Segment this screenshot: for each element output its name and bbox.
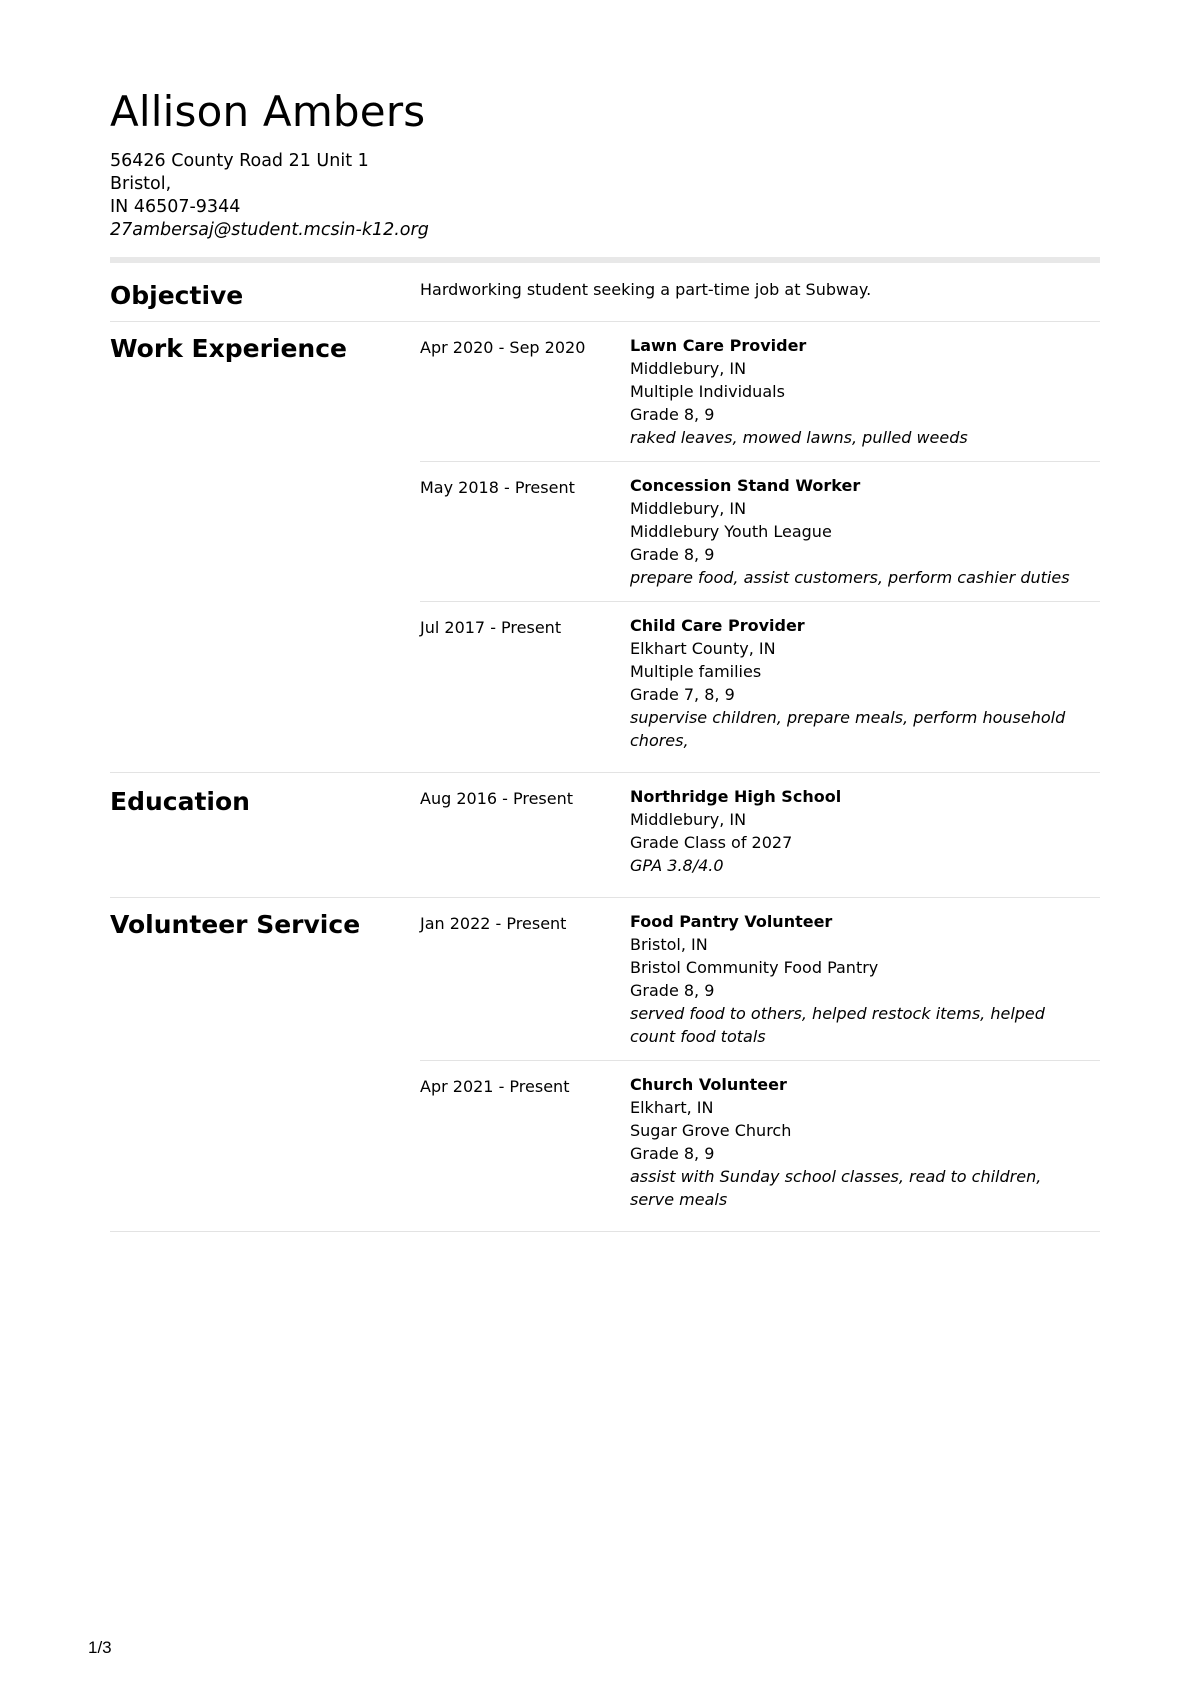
entry-grade: Grade 8, 9 — [630, 1144, 715, 1163]
section-title-work-experience: Work Experience — [110, 334, 347, 363]
volunteer-entry — [420, 898, 1100, 1061]
objective-text: Hardworking student seeking a part-time job at Subway. — [420, 280, 872, 299]
entry-location: Middlebury, IN — [630, 359, 747, 378]
work-experience-section — [110, 322, 1100, 773]
page-number: 1/3 — [88, 1638, 112, 1657]
work-entries — [420, 322, 1100, 772]
entry-location: Elkhart County, IN — [630, 639, 776, 658]
entry-description: raked leaves, mowed lawns, pulled weeds — [630, 428, 968, 447]
work-entry — [420, 602, 1100, 772]
entry-grade: Grade 7, 8, 9 — [630, 685, 735, 704]
section-title-volunteer-service: Volunteer Service — [110, 910, 361, 939]
entry-date: Aug 2016 - Present — [420, 789, 574, 808]
entry-title: Food Pantry Volunteer — [630, 912, 833, 931]
entry-title: Child Care Provider — [630, 616, 805, 635]
entry-date: Jul 2017 - Present — [420, 618, 562, 637]
entry-detail — [630, 773, 1100, 897]
work-entry — [420, 322, 1100, 462]
contact-block — [110, 150, 1100, 242]
education-section — [110, 773, 1100, 898]
entry-date: Apr 2020 - Sep 2020 — [420, 338, 586, 357]
entry-detail — [630, 462, 1100, 601]
entry-description: served food to others, helped restock items, helped count food totals — [630, 1004, 1045, 1046]
entry-gpa: GPA 3.8/4.0 — [630, 856, 724, 875]
entry-date: Jan 2022 - Present — [420, 914, 567, 933]
entry-description: supervise children, prepare meals, perform household chores, — [630, 708, 1066, 750]
entry-grade: Grade 8, 9 — [630, 545, 715, 564]
objective-section — [110, 263, 1100, 322]
entry-organization: Sugar Grove Church — [630, 1121, 792, 1140]
section-title-objective: Objective — [110, 281, 244, 310]
entry-date: Apr 2021 - Present — [420, 1077, 570, 1096]
entry-date: May 2018 - Present — [420, 478, 575, 497]
entry-grade: Grade Class of 2027 — [630, 833, 793, 852]
entry-title: Northridge High School — [630, 787, 842, 806]
entry-location: Middlebury, IN — [630, 499, 747, 518]
entry-detail — [630, 898, 1100, 1060]
address-line-1: 56426 County Road 21 Unit 1 — [110, 151, 369, 171]
entry-grade: Grade 8, 9 — [630, 405, 715, 424]
entry-organization: Multiple Individuals — [630, 382, 785, 401]
volunteer-section — [110, 898, 1100, 1232]
entry-location: Bristol, IN — [630, 935, 708, 954]
entry-title: Lawn Care Provider — [630, 336, 807, 355]
education-entries — [420, 773, 1100, 897]
volunteer-entry — [420, 1061, 1100, 1231]
entry-description: assist with Sunday school classes, read to children, serve meals — [630, 1167, 1042, 1209]
entry-detail — [630, 322, 1100, 461]
entry-detail — [630, 602, 1100, 772]
resume-page — [110, 0, 1100, 1232]
entry-description: prepare food, assist customers, perform cashier duties — [630, 568, 1070, 587]
entry-organization: Multiple families — [630, 662, 762, 681]
email-address: 27ambersaj@student.mcsin-k12.org — [110, 220, 429, 240]
education-entry — [420, 773, 1100, 897]
entry-grade: Grade 8, 9 — [630, 981, 715, 1000]
entry-organization: Middlebury Youth League — [630, 522, 832, 541]
entry-detail — [630, 1061, 1100, 1231]
entry-title: Church Volunteer — [630, 1075, 787, 1094]
entry-organization: Bristol Community Food Pantry — [630, 958, 879, 977]
applicant-name: Allison Ambers — [110, 87, 426, 136]
work-entry — [420, 462, 1100, 602]
address-line-3: IN 46507-9344 — [110, 197, 241, 217]
address-line-2: Bristol, — [110, 174, 172, 194]
volunteer-entries — [420, 898, 1100, 1231]
entry-title: Concession Stand Worker — [630, 476, 861, 495]
entry-location: Middlebury, IN — [630, 810, 747, 829]
section-title-education: Education — [110, 787, 250, 816]
entry-location: Elkhart, IN — [630, 1098, 714, 1117]
